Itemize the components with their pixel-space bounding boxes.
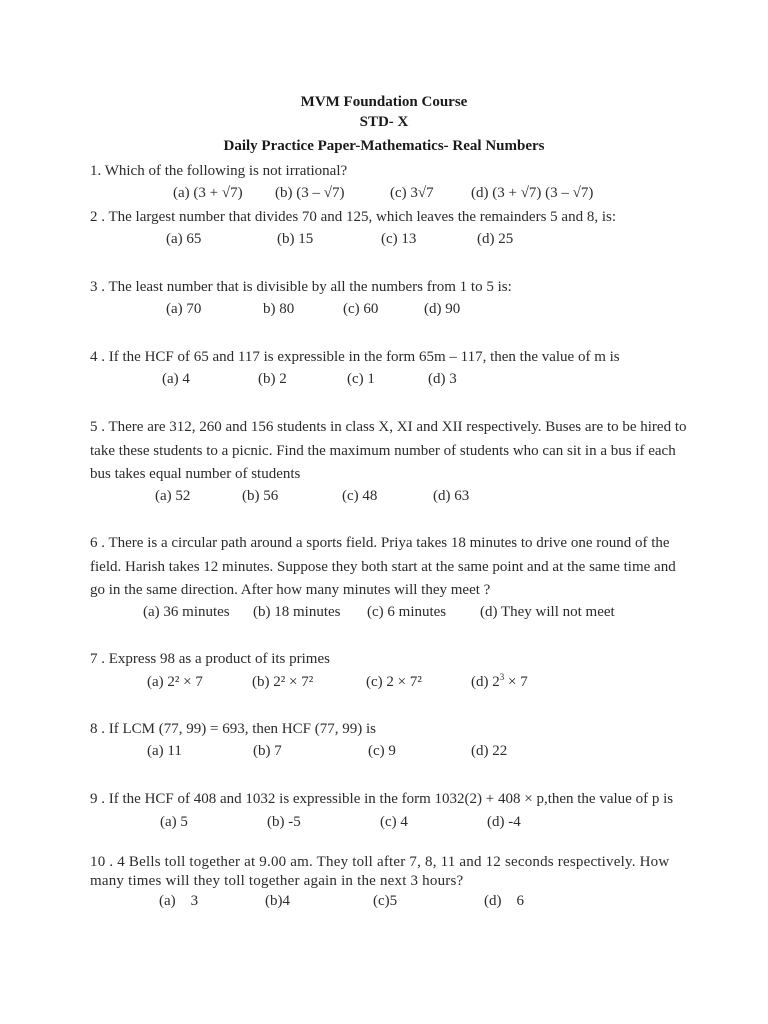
q2-option-a: (a) 65 — [166, 231, 202, 247]
question-4: 4 . If the HCF of 65 and 117 is expressible in the form 65m – 117, then the value of m is — [90, 349, 620, 365]
question-7: 7 . Express 98 as a product of its primes — [90, 651, 330, 667]
q3-option-c: (c) 60 — [343, 301, 379, 317]
course-title: MVM Foundation Course — [300, 94, 468, 110]
standard-label: STD- X — [359, 114, 409, 130]
q5-option-a: (a) 52 — [155, 488, 191, 504]
q1-option-b: (b) (3 – √7) — [275, 185, 345, 201]
question-8: 8 . If LCM (77, 99) = 693, then HCF (77, 99) is — [90, 721, 376, 737]
question-5: 5 . There are 312, 260 and 156 students in class X, XI and XII respectively. Buses are to be hired to take these students to a picnic. Find the maximum number of students who can sit in a bus if each bus takes equal number of students — [90, 419, 687, 482]
q2-option-b: (b) 15 — [277, 231, 314, 247]
q6-option-d: (d) They will not meet — [480, 604, 615, 620]
q4-option-b: (b) 2 — [258, 371, 287, 387]
q8-option-d: (d) 22 — [471, 743, 508, 759]
question-6: 6 . There is a circular path around a sports field. Priya takes 18 minutes to drive one round of the field. Harish takes 12 minutes. Suppose they both start at the same point and at the same time and go in the same direction. After how many minutes will they meet ? — [90, 535, 676, 598]
q5-option-b: (b) 56 — [242, 488, 279, 504]
q10-option-a: (a) 3 — [159, 893, 199, 909]
q3-option-b: b) 80 — [263, 301, 295, 317]
q4-option-a: (a) 4 — [162, 371, 190, 387]
q9-option-b: (b) -5 — [267, 814, 301, 830]
q2-option-c: (c) 13 — [381, 231, 417, 247]
q2-option-d: (d) 25 — [477, 231, 514, 247]
q4-option-d: (d) 3 — [428, 371, 457, 387]
q9-option-a: (a) 5 — [160, 814, 188, 830]
question-2: 2 . The largest number that divides 70 and 125, which leaves the remainders 5 and 8, is: — [90, 209, 616, 225]
q4-option-c: (c) 1 — [347, 371, 375, 387]
q1-option-d: (d) (3 + √7) (3 – √7) — [471, 185, 594, 201]
q9-option-c: (c) 4 — [380, 814, 408, 830]
q8-option-b: (b) 7 — [253, 743, 282, 759]
q10-option-c: (c)5 — [373, 893, 398, 909]
q10-option-d: (d) 6 — [484, 893, 524, 909]
q7-option-d-exponent: 3 — [499, 672, 505, 682]
question-9: 9 . If the HCF of 408 and 1032 is expressible in the form 1032(2) + 408 × p,then the value of p is — [90, 791, 674, 807]
q7-option-d-tail: × 7 — [504, 674, 528, 690]
paper-title: Daily Practice Paper-Mathematics- Real Numbers — [223, 138, 545, 154]
q7-option-d — [471, 674, 528, 691]
q8-option-a: (a) 11 — [147, 743, 182, 759]
q3-option-d: (d) 90 — [424, 301, 461, 317]
question-1: 1. Which of the following is not irrational? — [90, 163, 348, 179]
question-10: 10 . 4 Bells toll together at 9.00 am. They toll after 7, 8, 11 and 12 seconds respectively. How many times will they toll together again in the next 3 hours? — [90, 854, 670, 889]
q7-option-c: (c) 2 × 7² — [366, 674, 422, 690]
question-3: 3 . The least number that is divisible by all the numbers from 1 to 5 is: — [90, 279, 512, 295]
q6-option-b: (b) 18 minutes — [253, 604, 341, 620]
q6-option-c: (c) 6 minutes — [367, 604, 447, 620]
q3-option-a: (a) 70 — [166, 301, 202, 317]
q6-option-a: (a) 36 minutes — [143, 604, 230, 620]
q8-option-c: (c) 9 — [368, 743, 396, 759]
q5-option-c: (c) 48 — [342, 488, 378, 504]
q1-option-a: (a) (3 + √7) — [173, 185, 243, 201]
q7-option-d-base: (d) 2 — [471, 674, 500, 690]
q5-option-d: (d) 63 — [433, 488, 470, 504]
q9-option-d: (d) -4 — [487, 814, 521, 830]
q7-option-a: (a) 2² × 7 — [147, 674, 203, 690]
q10-option-b: (b)4 — [265, 893, 290, 909]
q1-option-c: (c) 3√7 — [390, 185, 434, 201]
q7-option-b: (b) 2² × 7² — [252, 674, 314, 690]
